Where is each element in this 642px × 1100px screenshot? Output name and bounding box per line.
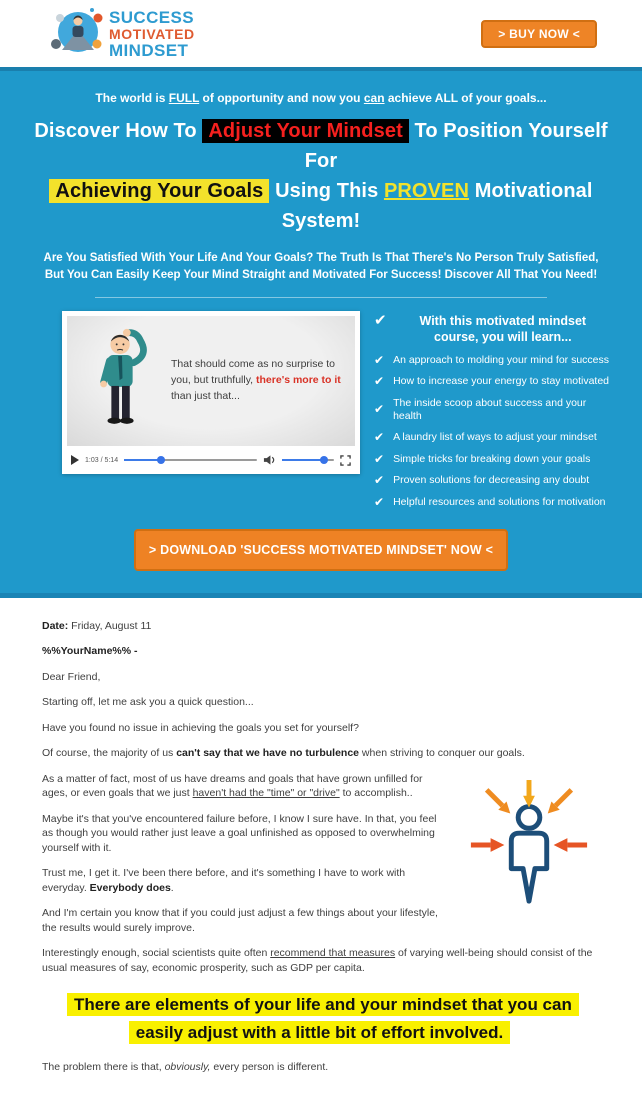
headline-yellow-highlight: Achieving Your Goals (49, 179, 269, 203)
buy-now-button[interactable]: > BUY NOW < (481, 20, 597, 48)
video-player[interactable] (62, 311, 360, 474)
logo-word-success: SUCCESS (109, 7, 194, 27)
checklist-item (374, 375, 610, 388)
checklist-item-label: The inside scoop about success and your health (393, 396, 587, 422)
letter-paragraph: Have you found no issue in achieving the goals you set for yourself? (42, 721, 359, 734)
video-time: 1:03 / 5:14 (85, 456, 119, 464)
volume-icon[interactable] (263, 454, 276, 466)
checklist-item (374, 431, 610, 444)
checklist-item (374, 354, 610, 367)
check-icon: ✔ (374, 374, 385, 388)
checklist-item-label: Simple tricks for breaking down your goals (393, 452, 591, 465)
volume-knob[interactable] (320, 456, 328, 464)
check-icon: ✔ (374, 402, 385, 416)
checklist-item (374, 474, 610, 487)
letter-paragraph: And I'm certain you know that if you could just adjust a few things about your lifestyle, the results would surely improve. (42, 907, 438, 934)
letter-merge-name: %%YourName%% - (42, 645, 138, 657)
logo-graphic (48, 6, 104, 62)
checklist-item (374, 397, 610, 423)
check-icon: ✔ (374, 312, 387, 329)
progress-fill (124, 459, 161, 461)
letter-paragraph: Of course, the majority of us can't say that we have no turbulence when striving to conquer our goals. (42, 747, 525, 759)
person-arrows-icon (465, 774, 593, 916)
checklist-item-label: Helpful resources and solutions for motivation (393, 495, 606, 508)
letter-paragraph: Maybe it's that you've encountered failure before, I know I sure have. In that, you feel as though you would rather just leave a goal unfinished as opposed to overwhelming yourself with it. (42, 812, 437, 854)
checklist-item-label: How to increase your energy to stay motivated (393, 375, 609, 387)
logo-word-motivated: MOTIVATED (109, 25, 195, 42)
letter-date: Date: Friday, August 11 (42, 619, 152, 632)
hero-headline: Discover How To Adjust Your Mindset To Position Yourself For Achieving Your Goals Using This PROVEN Motivational System! (34, 120, 608, 232)
checklist-title-row (374, 313, 610, 345)
play-icon[interactable] (71, 455, 79, 465)
letter-paragraph: As a matter of fact, most of us have dreams and goals that have grown unfilled for ages, or even goals that we just haven't had the "time" or "drive" to accomplish.. (42, 772, 423, 799)
check-icon: ✔ (374, 451, 385, 466)
video-caption: That should come as no surprise to you, but truthfully, there's more to it than just that... (171, 358, 341, 402)
benefits-checklist (374, 311, 610, 509)
top-header (0, 0, 642, 67)
letter-paragraph: The problem there is that, obviously, every person is different. (42, 1061, 329, 1073)
fullscreen-icon[interactable] (340, 455, 351, 466)
checklist-item-label: Proven solutions for decreasing any doubt (393, 474, 590, 486)
video-screen[interactable] (67, 316, 355, 446)
logo-text (109, 9, 195, 59)
letter-paragraph: Interestingly enough, social scientists quite often recommend that measures of varying well-being should consist of the usual measures of say, economic prosperity, such as GDP per capita. (42, 947, 593, 974)
volume-fill (282, 459, 324, 461)
checklist-title: With this motivated mindset course, you will learn... (419, 314, 587, 344)
progress-slider[interactable] (124, 459, 257, 461)
sales-letter (0, 598, 642, 1100)
video-controls (67, 450, 355, 470)
letter-greeting: Dear Friend, (42, 670, 101, 683)
highlight-heading: There are elements of your life and your mindset that you can easily adjust with a little bit of effort involved. (67, 991, 572, 1047)
logo[interactable] (48, 6, 195, 62)
checklist-item (374, 496, 610, 509)
volume-slider[interactable] (282, 459, 334, 461)
checklist-item-label: An approach to molding your mind for success (393, 353, 610, 366)
logo-word-mindset: MINDSET (109, 40, 189, 60)
letter-paragraph: Starting off, let me ask you a quick question... (42, 696, 254, 708)
letter-paragraph: Trust me, I get it. I've been there before, and it's something I have to work with everyday. Everybody does. (42, 867, 406, 894)
checklist-item-label: A laundry list of ways to adjust your mindset (393, 431, 597, 443)
check-icon: ✔ (374, 494, 385, 509)
headline-red-highlight: Adjust Your Mindset (202, 119, 409, 143)
hero-section (0, 67, 642, 598)
hero-tagline: The world is FULL of opportunity and now you can achieve ALL of your goals... (95, 91, 547, 105)
check-icon: ✔ (374, 430, 385, 444)
check-icon: ✔ (374, 352, 385, 367)
headline-proven-underline: PROVEN (383, 180, 470, 202)
hero-content-row (0, 298, 642, 509)
cartoon-man-illustration (83, 326, 161, 442)
checklist-item (374, 453, 610, 466)
progress-knob[interactable] (157, 456, 165, 464)
download-now-button[interactable]: > DOWNLOAD 'SUCCESS MOTIVATED MINDSET' NOW < (134, 529, 508, 571)
check-icon: ✔ (374, 473, 385, 487)
hero-subheadline: Are You Satisfied With Your Life And Your Goals? The Truth Is That There's No Person Truly Satisfied, But You Can Easily Keep Your Mind Straight and Motivated For Success! Discover All That You Need! (43, 252, 599, 281)
